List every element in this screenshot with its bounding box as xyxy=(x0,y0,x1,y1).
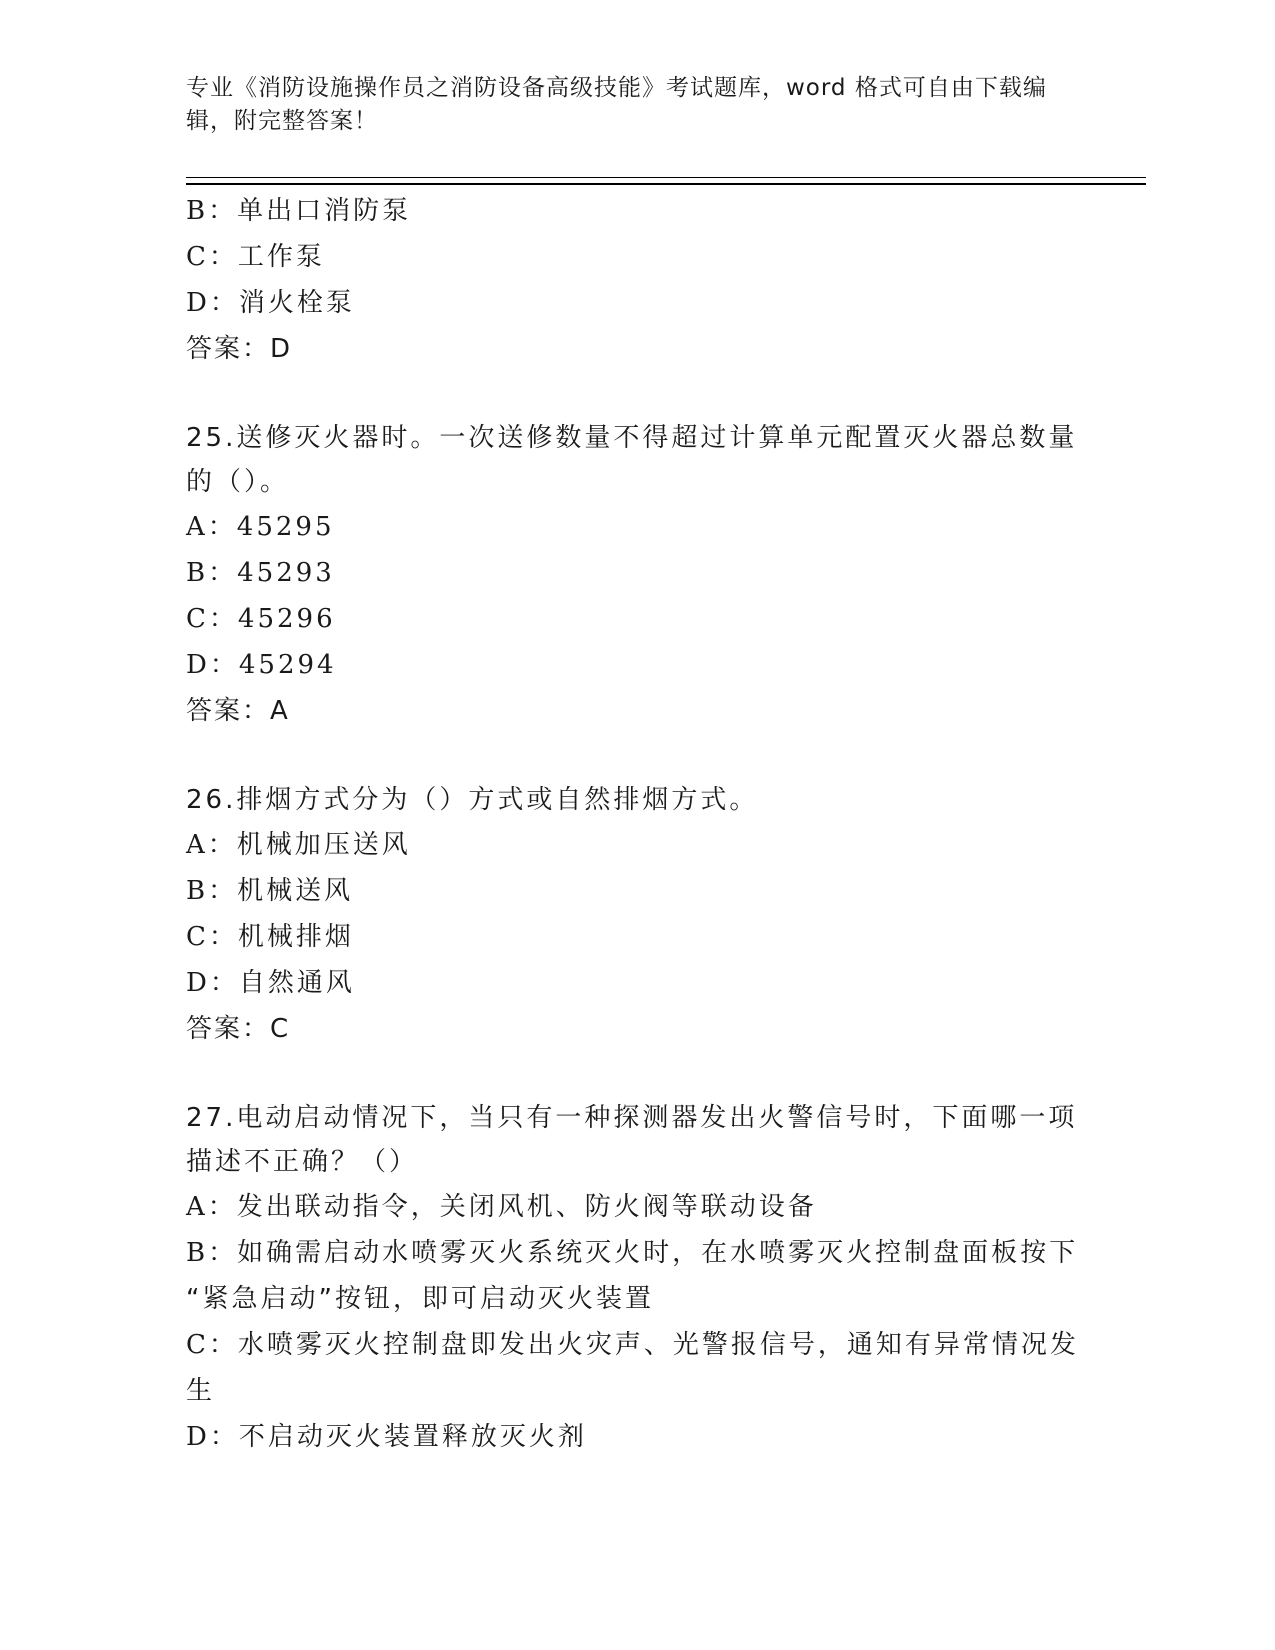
option-c-continued: 生 xyxy=(186,1376,216,1406)
question-stem-line: 25.送修灭火器时。一次送修数量不得超过计算单元配置灭火器总数量 xyxy=(186,423,1078,453)
option-b-continued: “紧急启动”按钮，即可启动灭火装置 xyxy=(186,1284,654,1314)
question-content xyxy=(186,188,1086,1460)
option-b: B：45293 xyxy=(186,558,335,588)
option-b: B：机械送风 xyxy=(186,876,354,906)
option-d: D：不启动灭火装置释放灭火剂 xyxy=(186,1422,587,1452)
option-d: D：自然通风 xyxy=(186,968,355,998)
question-26 xyxy=(186,778,1086,1052)
answer-line: 答案：A xyxy=(186,696,290,726)
option-d: D：消火栓泵 xyxy=(186,288,355,318)
question-stem-line: 27.电动启动情况下，当只有一种探测器发出火警信号时，下面哪一项 xyxy=(186,1103,1078,1133)
option-a: A：机械加压送风 xyxy=(186,830,411,860)
option-c: C：机械排烟 xyxy=(186,922,354,952)
header-divider-thick xyxy=(186,183,1146,185)
question-25 xyxy=(186,416,1086,734)
option-c: C：水喷雾灭火控制盘即发出火灾声、光警报信号，通知有异常情况发 xyxy=(186,1330,1079,1360)
answer-line: 答案：C xyxy=(186,1014,291,1044)
question-stem-line: 描述不正确？（） xyxy=(186,1147,419,1177)
option-b: B：如确需启动水喷雾灭火系统灭火时，在水喷雾灭火控制盘面板按下 xyxy=(186,1238,1079,1268)
question-stem-line: 的（）。 xyxy=(186,467,290,497)
header-line-1: 专业《消防设施操作员之消防设备高级技能》考试题库，word 格式可自由下载编 xyxy=(186,75,1047,101)
answer-line: 答案：D xyxy=(186,334,293,364)
question-27 xyxy=(186,1096,1086,1460)
option-d: D：45294 xyxy=(186,650,337,680)
option-b: B：单出口消防泵 xyxy=(186,196,412,226)
option-c: C：工作泵 xyxy=(186,242,325,272)
header-line-2: 辑，附完整答案！ xyxy=(186,108,378,134)
header-divider-thin xyxy=(186,177,1146,178)
option-a: A：45295 xyxy=(186,512,335,542)
option-c: C：45296 xyxy=(186,604,336,634)
document-header xyxy=(186,72,1086,138)
option-a: A：发出联动指令，关闭风机、防火阀等联动设备 xyxy=(186,1192,817,1222)
prev-question xyxy=(186,188,1086,372)
question-stem-line: 26.排烟方式分为（）方式或自然排烟方式。 xyxy=(186,785,759,815)
